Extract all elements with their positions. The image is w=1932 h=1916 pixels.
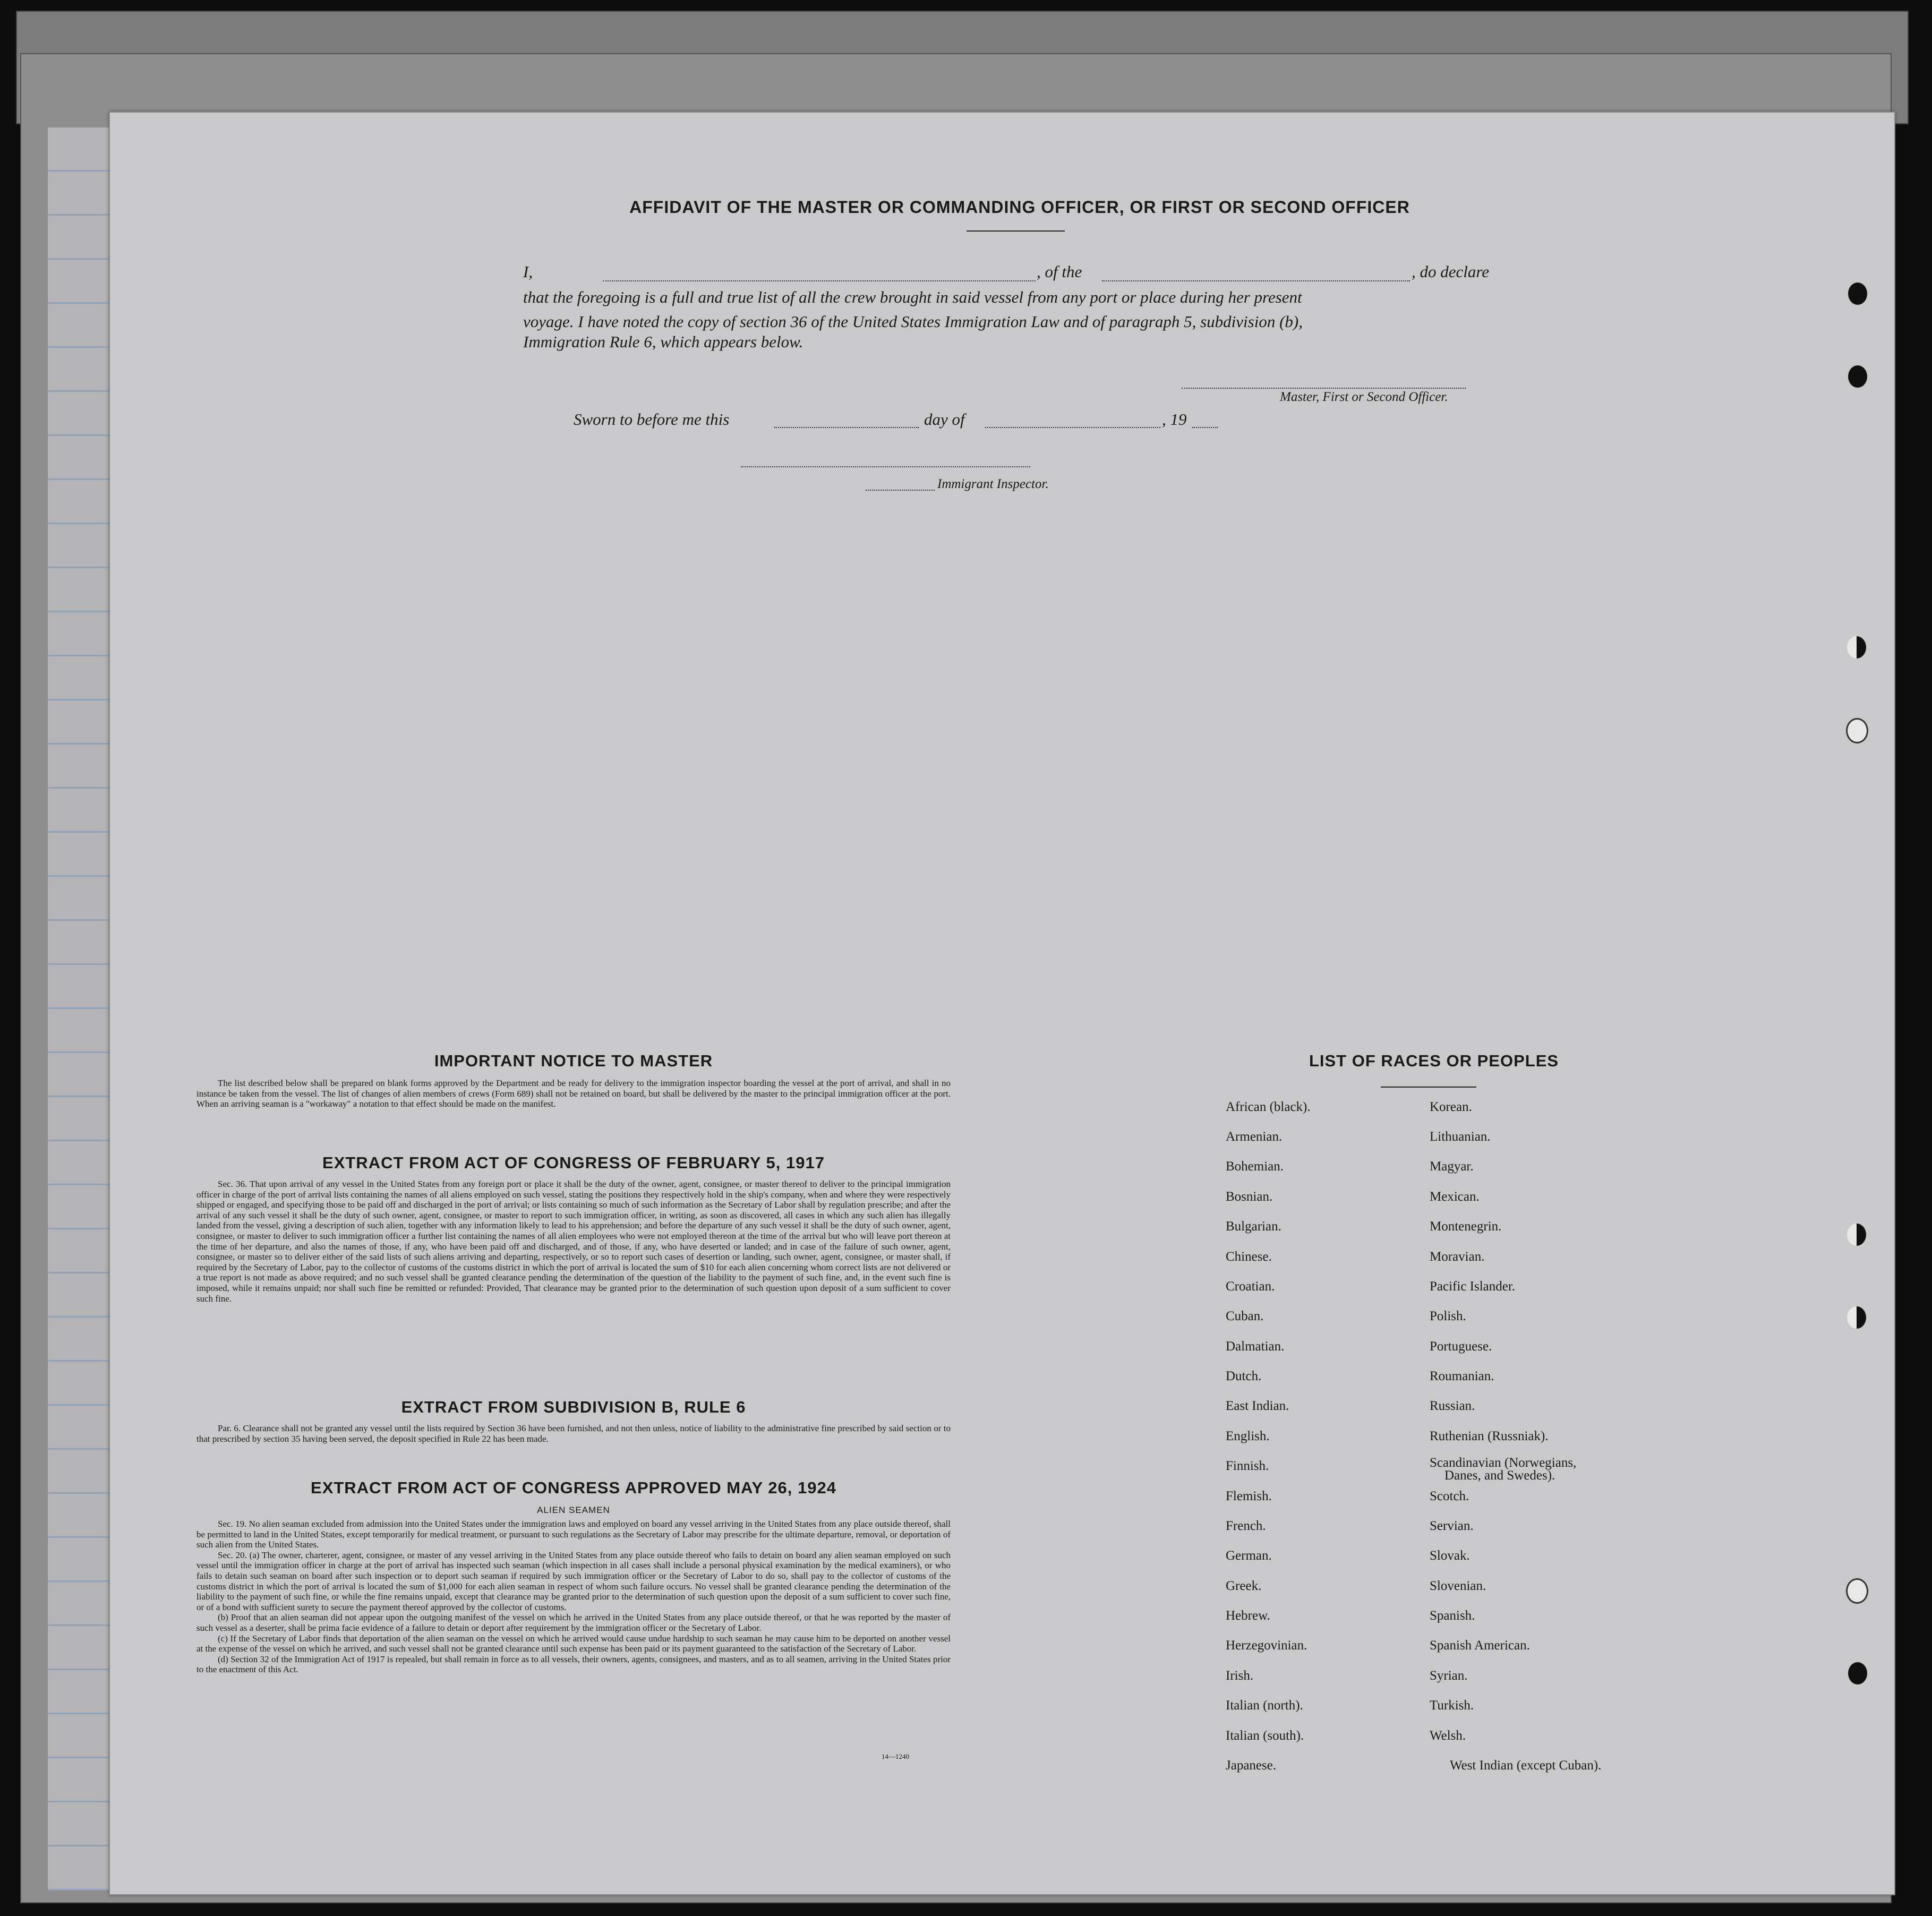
- race-item: Scandinavian (Norwegians,: [1430, 1456, 1577, 1470]
- underlying-ruled-sheet: [48, 127, 118, 1891]
- race-item: French.: [1226, 1519, 1266, 1533]
- extract-1924-text: Sec. 19. No alien seaman excluded from admission into the United States under the immigration laws and employed on board any vessel arriving in the United States from any place outside thereof, shall be permitted to land in the United States, except temporarily for medical treatment, or pursuant to such regulations as the Secretary of Labor may prescribe for the ultimate departure, removal, or deportation of such alien from the United States. Sec. 20. (a) The owner, charterer, agent, consignee, or master of any vessel arriving in the United States from any place outside thereof who fails to detain on board any alien seaman employed on such vessel until the immigration officer in charge at the port of arrival has inspected such seaman (which inspection in all cases shall include a personal physical examination by the medical examiners), or who fails to detain such seaman on board after such inspection or to deport such seaman if required by such immigration officer or the Secretary of Labor to do so, shall pay to the collector of customs of the customs district in which the port of arrival is located the sum of $1,000 for each alien seaman in respect of whom such failure occurs. No vessel shall be granted clearance pending the determination of the liability to the payment of such fine, or while the fine remains unpaid, except that clearance may be granted prior to the determination of such question upon the deposit of a sum sufficient to cover such fine, or of a bond with sufficient surety to secure the payment thereof approved by the collector of customs. (b) Proof that an alien seaman did not appear upon the outgoing manifest of the vessel on which he arrived in the United States from any place outside thereof, or that he was reported by the master of such vessel as a deserter, shall be prima facie evidence of a failure to detain or deport after requirement by the immigration officer or the Secretary of Labor. (c) If the Secretary of Labor finds that deportation of the alien seaman on the vessel on which he arrived would cause undue hardship to such seaman he may cause him to be deported on another vessel at the expense of the vessel on which he arrived, and such vessel shall not be granted clearance until such expense has been paid or its payment guaranteed to the satisfaction of the Secretary of Labor. (d) Section 32 of the Immigration Act of 1917 is repealed, but shall remain in force as to all vessels, their owners, agents, consignees, and masters, and as to all seamen, arriving in the United States prior to the enactment of this Act.: [196, 1519, 951, 1675]
- race-item: Herzegovinian.: [1226, 1638, 1307, 1653]
- extract-rule6-heading: EXTRACT FROM SUBDIVISION B, RULE 6: [401, 1398, 746, 1416]
- sworn-year-field[interactable]: [1192, 427, 1218, 428]
- inspector-signature-label: Immigrant Inspector.: [937, 477, 1049, 491]
- race-item: Flemish.: [1226, 1489, 1272, 1503]
- extract-1924-subheading: ALIEN SEAMEN: [537, 1505, 610, 1515]
- punch-hole-icon: [1848, 283, 1867, 305]
- race-item: Italian (north).: [1226, 1698, 1303, 1713]
- race-item: Magyar.: [1430, 1159, 1474, 1174]
- races-heading: LIST OF RACES OR PEOPLES: [1309, 1051, 1559, 1070]
- race-item: Welsh.: [1430, 1729, 1466, 1743]
- race-item: Slovak.: [1430, 1549, 1470, 1563]
- inspector-signature-field[interactable]: [741, 466, 1030, 467]
- race-item: Japanese.: [1226, 1758, 1277, 1773]
- race-item: Korean.: [1430, 1100, 1472, 1114]
- master-signature-field[interactable]: [1182, 388, 1466, 389]
- race-item: Irish.: [1226, 1669, 1254, 1683]
- race-item: Italian (south).: [1226, 1729, 1304, 1743]
- race-item: Roumanian.: [1430, 1369, 1494, 1383]
- race-item: Hebrew.: [1226, 1609, 1270, 1623]
- race-item: Spanish American.: [1430, 1638, 1530, 1653]
- race-item: Ruthenian (Russniak).: [1430, 1429, 1549, 1443]
- race-item: German.: [1226, 1549, 1272, 1563]
- race-item: Greek.: [1226, 1579, 1262, 1593]
- race-item: Turkish.: [1430, 1698, 1474, 1713]
- punch-hole-icon: [1847, 1306, 1866, 1329]
- affidavit-i: I,: [523, 262, 533, 281]
- races-title-rule: [1381, 1087, 1476, 1088]
- race-item: Chinese.: [1226, 1250, 1272, 1264]
- race-item: Finnish.: [1226, 1459, 1269, 1473]
- notice-text: The list described below shall be prepared on blank forms approved by the Department and be ready for delivery to the immigration inspector boarding the vessel at the port of arrival, and shall in no instance be taken from the vessel. The list of changes of alien members of crews (Form 689) shall not be retained on board, but shall be delivered by the master to the principal immigration officer at the port. When an arriving seaman is a "workaway" a notation to that effect should be made on the manifest.: [196, 1078, 951, 1109]
- master-signature-label: Master, First or Second Officer.: [1280, 390, 1448, 404]
- punch-hole-icon: [1847, 1224, 1866, 1246]
- race-item: Slovenian.: [1430, 1579, 1486, 1593]
- affidavit-do-declare: , do declare: [1412, 262, 1490, 281]
- race-item: Bohemian.: [1226, 1159, 1284, 1174]
- race-item: Bosnian.: [1226, 1190, 1273, 1204]
- punch-hole-icon: [1847, 636, 1866, 658]
- punch-hole-icon: [1848, 1662, 1867, 1684]
- race-item: Pacific Islander.: [1430, 1279, 1516, 1294]
- affidavit-line-4: Immigration Rule 6, which appears below.: [523, 332, 803, 351]
- race-item: Armenian.: [1226, 1130, 1283, 1144]
- race-item-continuation: Danes, and Swedes).: [1444, 1468, 1555, 1483]
- sworn-year: , 19: [1162, 410, 1187, 429]
- punch-hole-icon: [1848, 365, 1867, 388]
- title-rule: [967, 230, 1065, 232]
- form-number: 14—1240: [882, 1752, 909, 1760]
- affidavit-title: AFFIDAVIT OF THE MASTER OR COMMANDING OFFICER, OR FIRST OR SECOND OFFICER: [629, 198, 1410, 217]
- race-item: West Indian (except Cuban).: [1450, 1758, 1602, 1773]
- extract-rule6-text: Par. 6. Clearance shall not be granted any vessel until the lists required by Section 36 have been furnished, and not then unless, notice of liability to the administrative fine prescribed by said section or to that prescribed by section 35 having been served, the deposit specified in Rule 22 has been made.: [196, 1423, 951, 1444]
- race-item: Syrian.: [1430, 1669, 1468, 1683]
- race-item: English.: [1226, 1429, 1270, 1443]
- name-blank-field[interactable]: [603, 280, 1036, 281]
- race-item: Montenegrin.: [1430, 1219, 1502, 1234]
- affidavit-of-the: , of the: [1037, 262, 1082, 281]
- vessel-blank-field[interactable]: [1102, 280, 1410, 281]
- race-item: Polish.: [1430, 1309, 1466, 1323]
- race-item: Lithuanian.: [1430, 1130, 1491, 1144]
- extract-1924-heading: EXTRACT FROM ACT OF CONGRESS APPROVED MAY 26, 1924: [311, 1478, 836, 1497]
- race-item: Scotch.: [1430, 1489, 1469, 1503]
- race-item: Bulgarian.: [1226, 1219, 1281, 1234]
- race-item: Dutch.: [1226, 1369, 1262, 1383]
- sworn-month-field[interactable]: [985, 427, 1160, 428]
- race-item: Servian.: [1430, 1519, 1474, 1533]
- race-item: Spanish.: [1430, 1609, 1475, 1623]
- race-item: Croatian.: [1226, 1279, 1275, 1294]
- race-item: Mexican.: [1430, 1190, 1480, 1204]
- race-item: Portuguese.: [1430, 1339, 1492, 1354]
- affidavit-line-3: voyage. I have noted the copy of section 36 of the United States Immigration Law and of paragraph 5, subdivision (b),: [523, 312, 1303, 331]
- sworn-prefix: Sworn to before me this: [574, 410, 730, 429]
- extract-1917-heading: EXTRACT FROM ACT OF CONGRESS OF FEBRUARY 5, 1917: [322, 1153, 825, 1172]
- race-item: Moravian.: [1430, 1250, 1485, 1264]
- race-item: African (black).: [1226, 1100, 1311, 1114]
- inspector-signature-field-short[interactable]: [866, 490, 935, 491]
- sworn-day-field[interactable]: [774, 427, 919, 428]
- race-item: Dalmatian.: [1226, 1339, 1285, 1354]
- race-item: Russian.: [1430, 1399, 1475, 1413]
- punch-hole-icon: [1846, 718, 1868, 743]
- sworn-day-of: day of: [924, 410, 965, 429]
- affidavit-line-2: that the foregoing is a full and true list of all the crew brought in said vessel from any port or place during her present: [523, 288, 1302, 306]
- race-item: East Indian.: [1226, 1399, 1289, 1413]
- punch-hole-icon: [1846, 1578, 1868, 1604]
- notice-heading: IMPORTANT NOTICE TO MASTER: [434, 1051, 713, 1070]
- race-item: Cuban.: [1226, 1309, 1264, 1323]
- extract-1917-text: Sec. 36. That upon arrival of any vessel in the United States from any foreign port or place it shall be the duty of the owner, agent, consignee, or master thereof to deliver to the principal immigration officer in charge of the port of arrival lists containing the names of all aliens employed on such vessel, stating the positions they respectively hold in the ship's company, when and where they were respectively shipped or engaged, and specifying those to be paid off and discharged in the port of arrival; or lists containing so much of such information as the Secretary of Labor shall by regulation prescribe; and after the arrival of any such vessel it shall be the duty of such owner, agent, consignee, or master to report to such immigration officer, in writing, as soon as discovered, all cases in which any such alien has illegally landed from the vessel, giving a description of such alien, together with any information likely to lead to his apprehension; and before the departure of any such vessel it shall be the duty of such owner, agent, consignee, or master to deliver to such immigration officer a further list containing the names of all alien employees who were not employed thereon at the time of the arrival but who will leave port thereon at the time of her departure, and also the names of those, if any, who have been paid off and discharged, and of those, if any, who have deserted or landed; and in case of the failure of such owner, agent, consignee, or master so to deliver either of the said lists of such aliens arriving and departing, respectively, or so to report such cases of desertion or landing, such owner, agent, consignee, or master shall, if required by the Secretary of Labor, pay to the collector of customs of the customs district in which the port of arrival is located the sum of $10 for each alien concerning whom correct lists are not delivered or a true report is not made as above required; and no such vessel shall be granted clearance pending the determination of the question of the liability to the payment of such fine, and, in the event such fine is imposed, while it remains unpaid; nor shall such fine be remitted or refunded: Provided, That clearance may be granted prior to the determination of such question upon deposit of a sum sufficient to cover such fine.: [196, 1179, 951, 1304]
